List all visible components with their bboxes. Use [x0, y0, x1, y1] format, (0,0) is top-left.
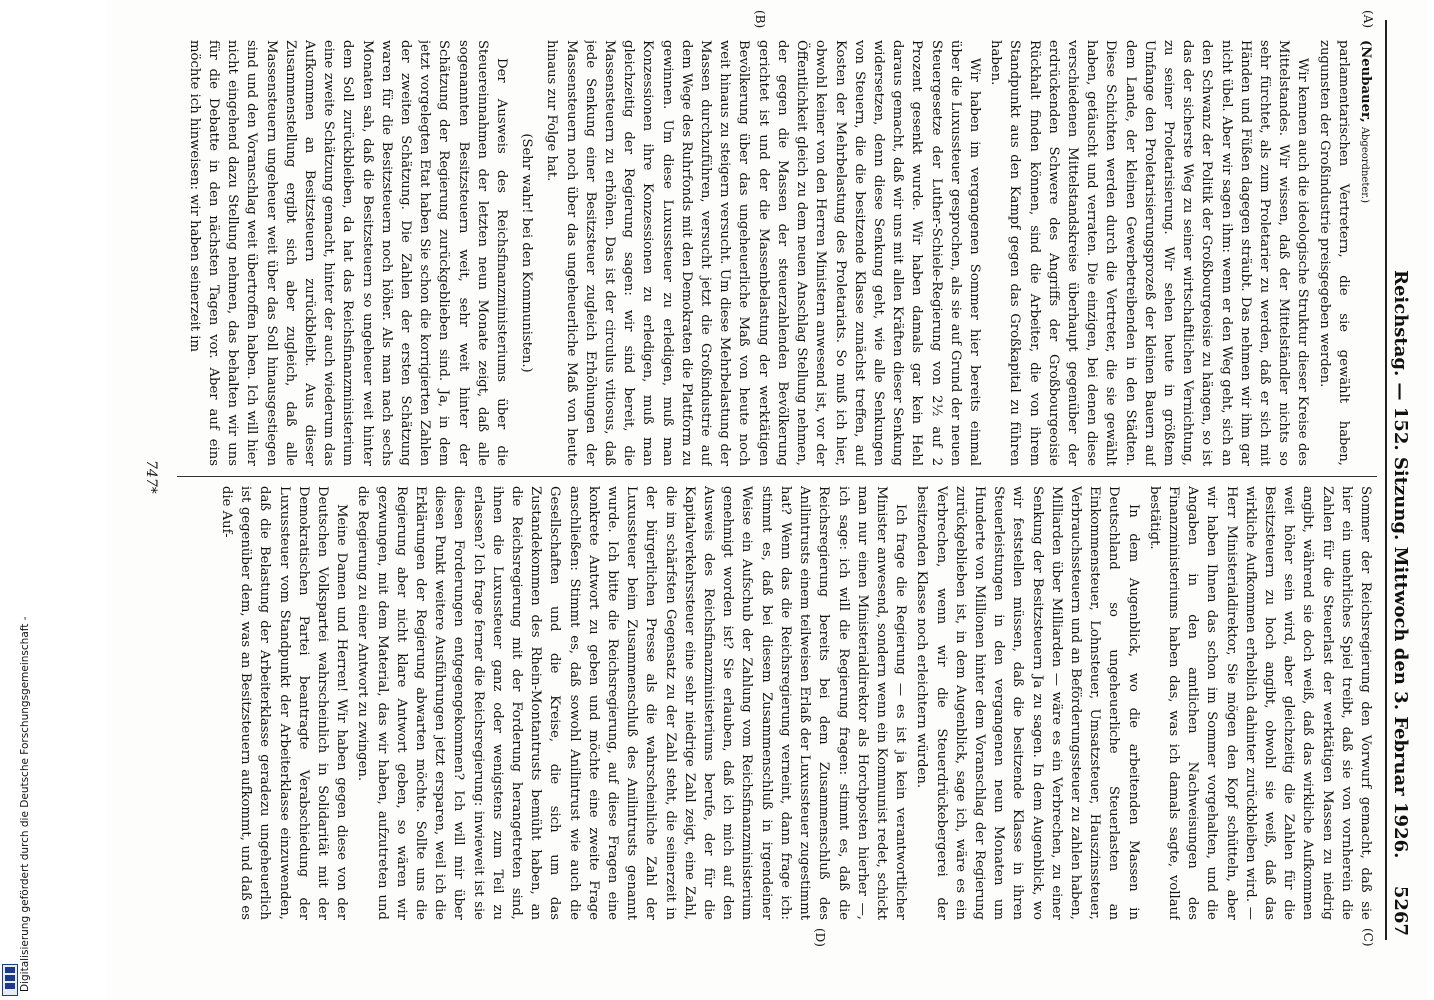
- scanned-page: [107, 0, 1427, 1000]
- margin-marker-d: (D): [813, 928, 827, 947]
- paragraph: In dem Augenblick, wo die arbeitenden Massen in Deutschland so ungeheuerliche Steuerlasten an Einkommensteuer, Lohnsteuer, Umsatzsteuer, Hauszinssteuer, Verbrauchssteuern und an Beförderungssteuer zu zahlen haben, Milliarden über Milliarden — wäre es ein Verbrechen, zu einer Senkung der Besitzsteuern Ja zu sagen. In dem Augenblick, wo wir feststellen müssen, daß die besitzende Klasse in ihren Steuerleistungen in den vergangenen neun Monaten um Hunderte von Millionen hinter dem Voranschlag der Regierung zurückgeblieben ist, in dem Augenblick, sage ich, wäre es ein Verbrechen, wenn wir die Steuerdrückebergerei der besitzenden Klasse noch erleichtern würden.: [914, 486, 1141, 920]
- funding-note: Digitalisierung gefördert durch die Deutsche Forschungsgemeinschaft -: [19, 616, 31, 992]
- paragraph: Sommer der Reichsregierung den Vorwurf gemacht, daß sie hier ein unehrliches Spiel treibt, daß sie von vornherein die Zahlen für die Steuerlast der werktätigen Massen zu niedrig angibt, während sie doch weiß, daß das wirkliche Aufkommen weit höher sein wird, aber gleichzeitig die Zahlen für die Besitzsteuern zu hoch angibt, obwohl sie weiß, daß das wirkliche Aufkommen erheblich dahinter zurückbleiben wird. — Herr Ministerialdirektor, Sie mögen den Kopf schütteln, aber wir haben Ihnen das schon im Sommer vorgehalten, und die Angaben in den amtlichen Nachweisungen des Finanzministeriums haben das, was ich damals sagte, vollauf bestätigt.: [1146, 486, 1373, 920]
- speaker-role: Abgeordneter.): [1359, 126, 1370, 204]
- paragraph: Ich frage die Regierung — es ist ja kein verantwortlicher Minister anwesend, sondern wenn ein Kommunist redet, schickt man nur einen Ministerialdirektor als Horchposten hierher —, ich sage: ich will die Regierung fragen: stimmt es, daß die Reichsregierung bereits bei dem Zusammenschluß des Anilintrusts einem teilweisen Erlaß der Luxussteuer zugestimmt hat? Wenn das die Reichsregierung verneint, dann frage ich: stimmt es, daß bei diesem Zusammenschluß in irgendeiner Weise ein Aufschub der Zahlung vom Reichsfinanzministerium genehmigt worden ist? Sie erlauben, daß ich mich auf den Ausweis des Reichsfinanzministeriums berufe, der für die Kapitalverkehrssteuer eine sehr niedrige Zahl zeigt, eine Zahl, die im schärfsten Gegensatz zu der Zahl steht, die seinerzeit in der bürgerlichen Presse als die wahrscheinliche Zahl der Luxussteuer beim Zusammenschluß des Anilintrusts genannt wurde. Ich bitte die Reichsregierung, auf diese Fragen eine konkrete Antwort zu geben und möchte eine zweite Frage anschließen: Stimmt es, daß sowohl Anilintrust wie auch die Gesellschaften und die Kreise, die sich um das Zustandekommen des Rhein-Montantrusts bemüht haben, an die Reichsregierung mit der Forderung herangetreten sind, ihnen die Luxussteuer ganz oder wenigstens zum Teil zu erlassen? Ich frage ferner die Reichsregierung: inwieweit ist sie diesen Forderungen entgegengekommen? Ich will mir über diesen Punkt weitere Ausführungen jetzt ersparen, weil ich die Erklärungen der Regierung abwarten möchte. Sollte uns die Regierung aber nicht klare Antwort geben, so wären wir gezwungen, mit dem Material, das wir haben, aufzutreten und die Regierung zu einer Antwort zu zwingen.: [355, 486, 909, 920]
- paragraph: Wir kennen auch die ideologische Struktur dieser Kreise des Mittelstandes. Wir wissen, daß der Mittelständler nichts so sehr fürchtet, als zum Proletarier zu werden, daß er sich mit Händen und Füßen dagegen sträubt. Das nehmen wir ihm gar nicht übel. Aber wir sagen ihm: wenn er den Weg geht, sich an den Schwanz der Politik der Großbourgeoisie zu hängen, so ist das der sicherste Weg zu seiner wirtschaftlichen Vernichtung, zu seiner Proletarisierung. Wir sehen heute in größtem Umfange den Proletarisierungsprozeß der kleinen Bauern auf dem Lande, der kleinen Gewerbetreibenden in den Städten. Diese Schichten werden durch die Vertreter, die sie gewählt haben, getäuscht und verraten. Die einzigen, bei denen diese verschiedenen Mittelstandskreise überhaupt gegenüber der erdrückenden Schwere des Angriffs der Großbourgeoisie Rückhalt finden können, sind die Arbeiter, die von ihrem Standpunkt aus den Kampf gegen das Großkapital zu führen haben.: [988, 40, 1311, 466]
- page-header: [1385, 20, 1413, 940]
- margin-marker-a: (A): [1361, 10, 1375, 29]
- speaker-name: (Neubauer,: [1358, 40, 1373, 123]
- column-divider: [177, 476, 1377, 477]
- sidebar-strip: [0, 0, 31, 1000]
- left-column: [175, 40, 1375, 466]
- speaker-line: [1355, 40, 1375, 466]
- paragraph: Wir haben im vergangenen Sommer hier bereits einmal über die Luxussteuer gesprochen, als sie auf Grund der neuen Steuergesetze der Luther-Schiele-Regierung von 2½ auf 2 Prozent gesenkt wurde. Wir haben damals gar kein Hehl daraus gemacht, daß wir uns mit allen Kräften dieser Senkung widersetzen, denn diese Senkung geht, wie alle Senkungen von Steuern, die die besitzende Klasse zunächst treffen, auf Kosten der Mehrbelastung des Proletariats. So muß ich hier, obwohl keiner von den Herren Ministern anwesend ist, vor der Öffentlichkeit gleich zu dem neuen Anschlag Stellung nehmen, der gegen die Massen der steuerzahlenden Bevölkerung gerichtet ist und der die Massenbelastung der werktätigen Bevölkerung über das ungeheuerliche Maß von heute noch weit hinaus zu steigern versucht. Um diese Mehrbelastung der Massen durchzuführen, versucht jetzt die Großindustrie auf dem Wege des Ruhrfonds mit den Demokraten die Plattform zu gewinnen. Um diese Luxussteuer zu erledigen, muß man Konzessionen ihre Konzessionen zu erledigen, muß man gleichzeitig der Regierung sagen: wir sind bereit, die Massensteuern zu erhöhen. Das ist der circulus vitiosus, daß jede Senkung einer Besitzsteuer zugleich Erhöhungen der Massensteuern noch über das ungeheuerliche Maß von heute hinaus zur Folge hat.: [544, 40, 982, 466]
- paragraph: parlamentarischen Vertretern, die sie gewählt haben, zugunsten der Großindustrie preisgegeben werden.: [1316, 40, 1351, 466]
- right-column: [175, 486, 1375, 920]
- paragraph: Der Ausweis des Reichsfinanzministeriums über die Steuereinnahmen der letzten neun Monate zeigt, daß alle sogenannten Besitzsteuern weit, sehr weit hinter der Schätzung der Regierung zurückgeblieben sind. Ja, in dem jetzt vorgelegten Etat haben Sie schon die korrigierten Zahlen der zweiten Schätzung. Die Zahlen der ersten Schätzung waren für die Besitzsteuern noch höher. Als man nach sechs Monaten sah, daß die Besitzsteuern so ungeheuer weit hinter dem Soll zurückbleiben, da hat das Reichsfinanzministerium eine zweite Schätzung gemacht, hinter der auch wiederum das Aufkommen an Besitzsteuern zurückbleibt. Aus dieser Zusammenstellung ergibt sich aber zugleich, daß alle Massensteuern ungeheuer weit über das Soll hinausgestiegen sind und den Voranschlag weit übertroffen haben. Ich will hier nicht eingehend dazu Stellung nehmen, das behalten wir uns für die Debatte in den nächsten Tagen vor. Aber auf eins möchte ich hinweisen: wir haben seinerzeit im: [186, 40, 510, 466]
- margin-marker-b: (B): [753, 10, 767, 29]
- interjection: (Sehr wahr! bei den Kommunisten.): [519, 133, 535, 373]
- margin-marker-c: (C): [1361, 928, 1375, 947]
- paragraph: Meine Damen und Herren! Wir haben gegen diese von der Deutschen Volkspartei wahrscheinlich in Solidarität mit der Demokratischen Partei beantragte Verabschiedung der Luxussteuer vom Standpunkt der Arbeiterklasse einzuwenden, daß die Belastung der Arbeiterklasse geradezu ungeheuerlich ist gegenüber dem, was an Besitzsteuern aufkommt, und daß es die Auf-: [219, 486, 350, 920]
- page-signature: 747*: [143, 460, 159, 494]
- dfg-logo-icon: [2, 964, 18, 996]
- page-number: 5267: [1390, 885, 1411, 936]
- page-title: Reichstag. — 152. Sitzung. Mittwoch den 3. Februar 1926.: [1390, 270, 1411, 859]
- rotated-page-content: [107, 0, 1427, 1000]
